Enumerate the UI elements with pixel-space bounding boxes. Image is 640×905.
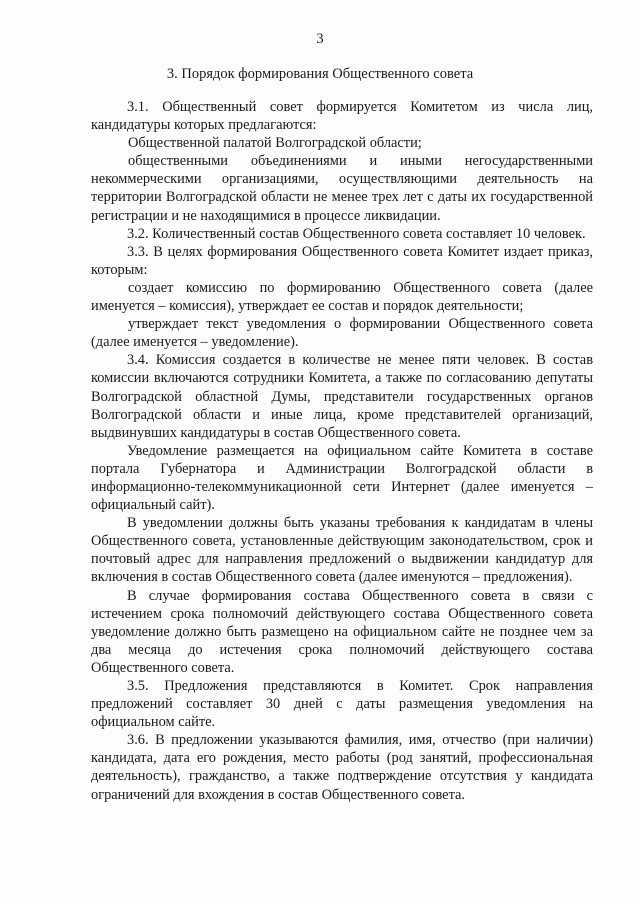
paragraph-term-expiry: В случае формирования состава Общественного совета в связи с истечением срока полномочий действующего состава Общественного совета уведомление должно быть размещено на официальном сайте не позднее чем за два месяца до истечения срока полномочий действующего состава Общественного совета. xyxy=(91,587,593,676)
section-title: 3. Порядок формирования Общественного совета xyxy=(166,66,474,82)
paragraph-notice-requirements: В уведомлении должны быть указаны требования к кандидатам в члены Общественного совета, установленные действующим законодательством, срок и почтовый адрес для направления предложений о выдвижении кандидатур для включения в состав Общественного совета (далее именуются – предложения). xyxy=(91,515,593,586)
paragraph-3-4: 3.4. Комиссия создается в количестве не менее пяти человек. В состав комиссии включаются сотрудники Комитета, а также по согласованию депутаты Волгоградской областной Думы, представители государственных органов Волгоградской области и иные лица, кроме представителей организаций, выдвинувших кандидатуры в состав Общественного совета. xyxy=(91,352,593,441)
list-item-notice-text: утверждает текст уведомления о формировании Общественного совета (далее именуется – уведомление). xyxy=(91,316,593,351)
paragraph-notice-placement: Уведомление размещается на официальном сайте Комитета в составе портала Губернатора и Администрации Волгоградской области в информационно-телекоммуникационной сети Интернет (далее именуется – официальный сайт). xyxy=(91,442,593,514)
paragraph-3-6: 3.6. В предложении указываются фамилия, имя, отчество (при наличии) кандидата, дата его рождения, место работы (род занятий, профессиональная деятельность), гражданство, а также подтверждение отсутствия у кандидата ограничений для вхождения в состав Общественного совета. xyxy=(91,732,593,803)
list-item-public-chamber: Общественной палатой Волгоградской области; xyxy=(128,135,422,152)
paragraph-3-3: 3.3. В целях формирования Общественного совета Комитет издает приказ, которым: xyxy=(91,243,593,278)
paragraph-3-2: 3.2. Количественный состав Общественного совета составляет 10 человек. xyxy=(127,225,586,242)
paragraph-3-1: 3.1. Общественный совет формируется Комитетом из числа лиц, кандидатуры которых предлагаются: xyxy=(91,99,593,134)
paragraph-3-5: 3.5. Предложения представляются в Комитет. Срок направления предложений составляет 30 дней с даты размещения уведомления на официальном сайте. xyxy=(91,678,593,731)
page-number: 3 xyxy=(316,31,324,47)
list-item-commission: создает комиссию по формированию Общественного совета (далее именуется – комиссия), утверждает ее состав и порядок деятельности; xyxy=(91,279,593,315)
list-item-public-associations: общественными объединениями и иными негосударственными некоммерческими организациями, осуществляющими деятельность на территории Волгоградской области не менее трех лет с даты их государственной регистрации и не находящимися в процессе ликвидации. xyxy=(91,153,593,224)
document-body xyxy=(91,98,593,804)
